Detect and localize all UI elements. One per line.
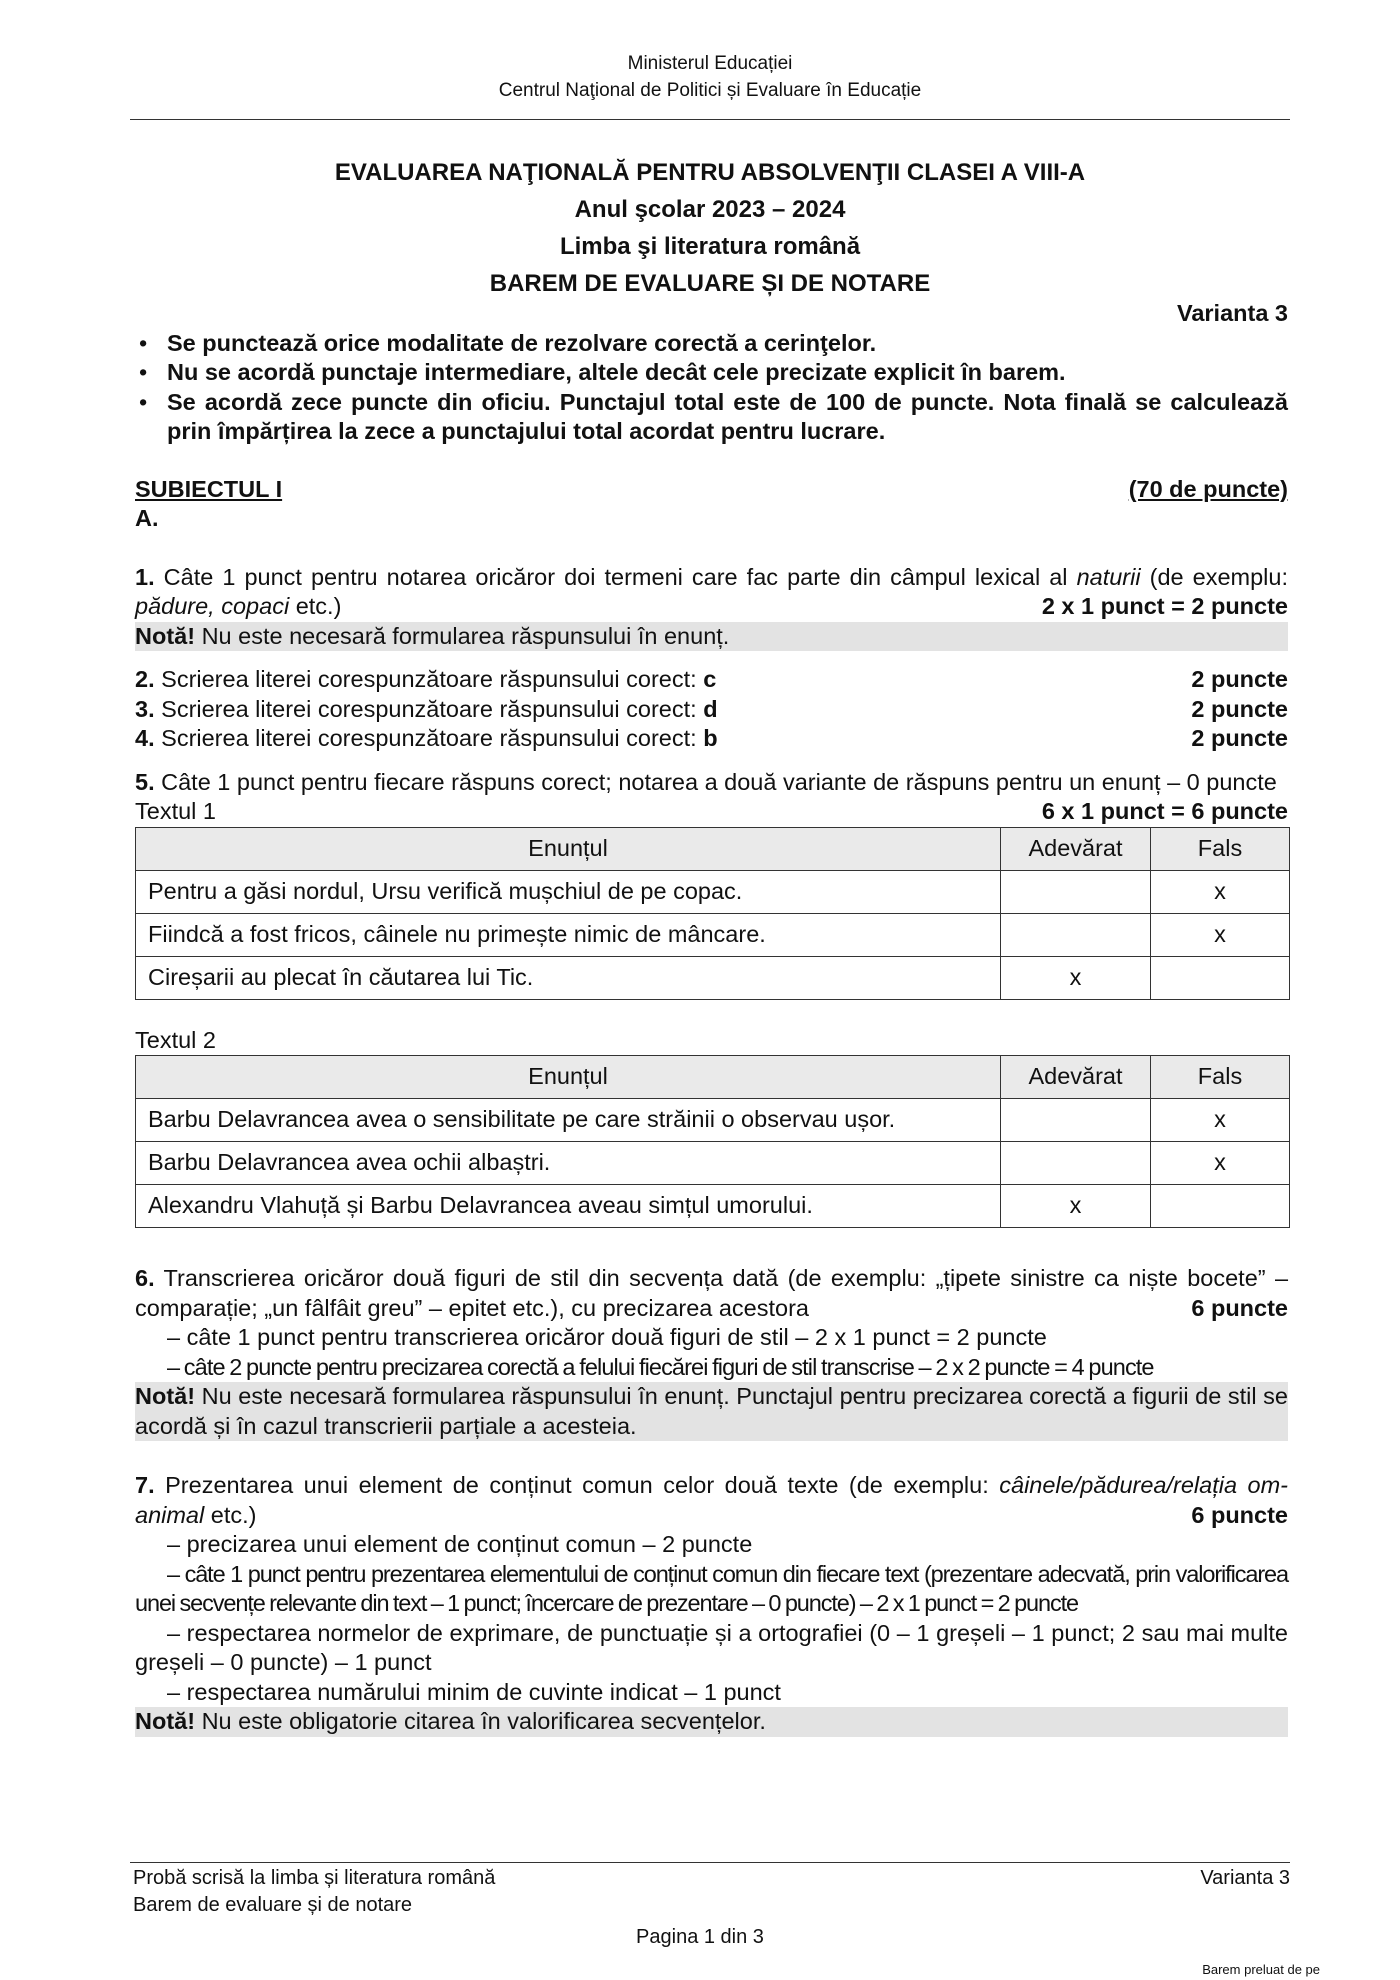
rule-item: • Nu se acordă punctaje intermediare, altele decât cele precizate explicit în barem. bbox=[135, 358, 1288, 388]
question-7-item: – respectarea numărului minim de cuvinte indicat – 1 punct bbox=[167, 1678, 781, 1705]
question-5-text: 5. Câte 1 punct pentru fiecare răspuns corect; notarea a două variante de răspuns pentru un enunț – 0 puncte 6 x 1 punct = 6 puncte bbox=[135, 768, 1288, 798]
question-6-text: 6. Transcrierea oricăror două figuri de stil din secvența dată (de exemplu: „țipete sinistre ca niște bocete” – comparație; „un fâlfâit greu” – epitet etc.), cu precizarea acestora 6 puncte bbox=[135, 1264, 1288, 1323]
footer-variant: Varianta 3 bbox=[1200, 1867, 1290, 1889]
question-7-item: – câte 1 punct pentru prezentarea elementului de conținut comun din fiecare text (prezentare adecvată, prin valorificarea unei secvențe relevante din text – 1 punct; încercare de prezentare – 0 puncte) – 2 x 1 punct = 2 puncte bbox=[135, 1560, 1288, 1616]
question-5 bbox=[135, 768, 1288, 1229]
table-1-label: Textul 1 bbox=[135, 798, 216, 824]
footer-doc: Barem de evaluare și de notare bbox=[133, 1894, 413, 1916]
question-4: 4. Scrierea literei corespunzătoare răspunsului corect: b 2 puncte bbox=[135, 725, 1288, 751]
general-rules bbox=[135, 329, 1288, 447]
question-6-item: – câte 2 puncte pentru precizarea corectă a felului fiecărei figuri de stil transcrise – 2 x 2 puncte = 4 puncte bbox=[167, 1353, 1154, 1380]
question-1 bbox=[135, 563, 1288, 652]
section-title: SUBIECTUL I bbox=[135, 475, 283, 502]
question-5-score: 6 x 1 punct = 6 puncte bbox=[1041, 798, 1288, 824]
section-points: (70 de puncte) bbox=[1128, 475, 1288, 502]
section-heading bbox=[135, 475, 1288, 505]
question-7 bbox=[135, 1471, 1288, 1737]
ministry-name: Ministerul Educației bbox=[627, 53, 793, 74]
table-row: Alexandru Vlahuță și Barbu Delavrancea aveau simțul umorului. x bbox=[136, 1185, 1290, 1228]
question-1-score: 2 x 1 punct = 2 puncte bbox=[1041, 593, 1288, 619]
question-6-item: – câte 1 punct pentru transcrierea oricăror două figuri de stil – 2 x 1 punct = 2 puncte bbox=[167, 1324, 1047, 1350]
letter-questions bbox=[135, 665, 1288, 754]
question-3: 3. Scrierea literei corespunzătoare răspunsului corect: d 2 puncte bbox=[135, 695, 1288, 722]
table-row: Pentru a găsi nordul, Ursu verifică mușchiul de pe copac. x bbox=[136, 870, 1290, 913]
question-number: 1. bbox=[135, 563, 155, 590]
header-statement: Enunțul bbox=[136, 1056, 1001, 1099]
table-row: Cireșarii au plecat în căutarea lui Tic. x bbox=[136, 956, 1290, 999]
table-header-row bbox=[136, 1056, 1290, 1099]
page-footer bbox=[133, 1865, 1290, 1919]
page-header bbox=[130, 50, 1290, 104]
question-7-score: 6 puncte bbox=[1191, 1501, 1288, 1528]
question-7-note: Notă! Nu este obligatorie citarea în valorificarea secvențelor. bbox=[135, 1707, 1288, 1737]
answer-table-1 bbox=[135, 827, 1290, 1000]
table-row: Barbu Delavrancea avea ochii albaștri. x bbox=[136, 1142, 1290, 1185]
rule-item: • Se acordă zece puncte din oficiu. Punctajul total este de 100 de puncte. Nota finală se calculează prin împărțirea la zece a punctajului total acordat pentru lucrare. bbox=[135, 388, 1288, 447]
table-2-label: Textul 2 bbox=[135, 1026, 216, 1053]
header-divider bbox=[130, 119, 1290, 120]
question-6-note: Notă! Nu este necesară formularea răspunsului în enunț. Punctajul pentru precizarea corectă a figurii de stil se acordă și în cazul transcrierii parțiale a acesteia. bbox=[135, 1382, 1288, 1441]
table-row: Fiindcă a fost fricos, câinele nu primește nimic de mâncare. x bbox=[136, 913, 1290, 956]
section-part: A. bbox=[135, 505, 159, 531]
source-stamp: Barem preluat de pe bbox=[1202, 1962, 1320, 1977]
document-titles bbox=[130, 154, 1290, 302]
variant-label: Varianta 3 bbox=[1176, 300, 1288, 326]
question-7-item: – respectarea normelor de exprimare, de punctuație și a ortografiei (0 – 1 greșeli – 1 punct; 2 sau mai multe greșeli – 0 puncte) – 1 punct bbox=[135, 1619, 1288, 1675]
question-1-note: Notă! Nu este necesară formularea răspunsului în enunț. bbox=[135, 622, 1288, 652]
center-name: Centrul Naţional de Politici și Evaluare în Educație bbox=[498, 80, 922, 101]
question-2: 2. Scrierea literei corespunzătoare răspunsului corect: c 2 puncte bbox=[135, 666, 1288, 692]
school-year: Anul şcolar 2023 – 2024 bbox=[574, 196, 846, 223]
exam-title: EVALUAREA NAŢIONALĂ PENTRU ABSOLVENŢII CLASEI A VIII-A bbox=[334, 159, 1086, 186]
answer-table-2 bbox=[135, 1055, 1290, 1228]
question-6-score: 6 puncte bbox=[1191, 1294, 1288, 1321]
rule-item: • Se punctează orice modalitate de rezolvare corectă a cerinţelor. bbox=[135, 329, 1288, 359]
question-7-item: – precizarea unui element de conținut comun – 2 puncte bbox=[167, 1531, 753, 1557]
page-number: Pagina 1 din 3 bbox=[636, 1926, 764, 1948]
table-header-row bbox=[136, 827, 1290, 870]
question-1-text: 1. Câte 1 punct pentru notarea oricăror doi termeni care fac parte din câmpul lexical al naturii (de exemplu: pădure, copaci etc.) 2 x 1 punct = 2 puncte bbox=[135, 563, 1288, 622]
footer-exam: Probă scrisă la limba și literatura română bbox=[133, 1867, 496, 1889]
footer-divider bbox=[130, 1862, 1290, 1863]
question-7-text: 7. Prezentarea unui element de conținut comun celor două texte (de exemplu: câinele/pădurea/relația om-animal etc.) 6 puncte bbox=[135, 1471, 1288, 1530]
header-statement: Enunțul bbox=[136, 827, 1001, 870]
table-row: Barbu Delavrancea avea o sensibilitate pe care străinii o observau ușor. x bbox=[136, 1099, 1290, 1142]
header-false: Fals bbox=[1151, 1056, 1290, 1099]
document-body bbox=[135, 299, 1288, 1737]
header-true: Adevărat bbox=[1001, 827, 1151, 870]
document-title: BAREM DE EVALUARE ȘI DE NOTARE bbox=[489, 270, 931, 297]
header-false: Fals bbox=[1151, 827, 1290, 870]
question-6 bbox=[135, 1264, 1288, 1441]
header-true: Adevărat bbox=[1001, 1056, 1151, 1099]
subject-title: Limba şi literatura română bbox=[559, 233, 861, 260]
